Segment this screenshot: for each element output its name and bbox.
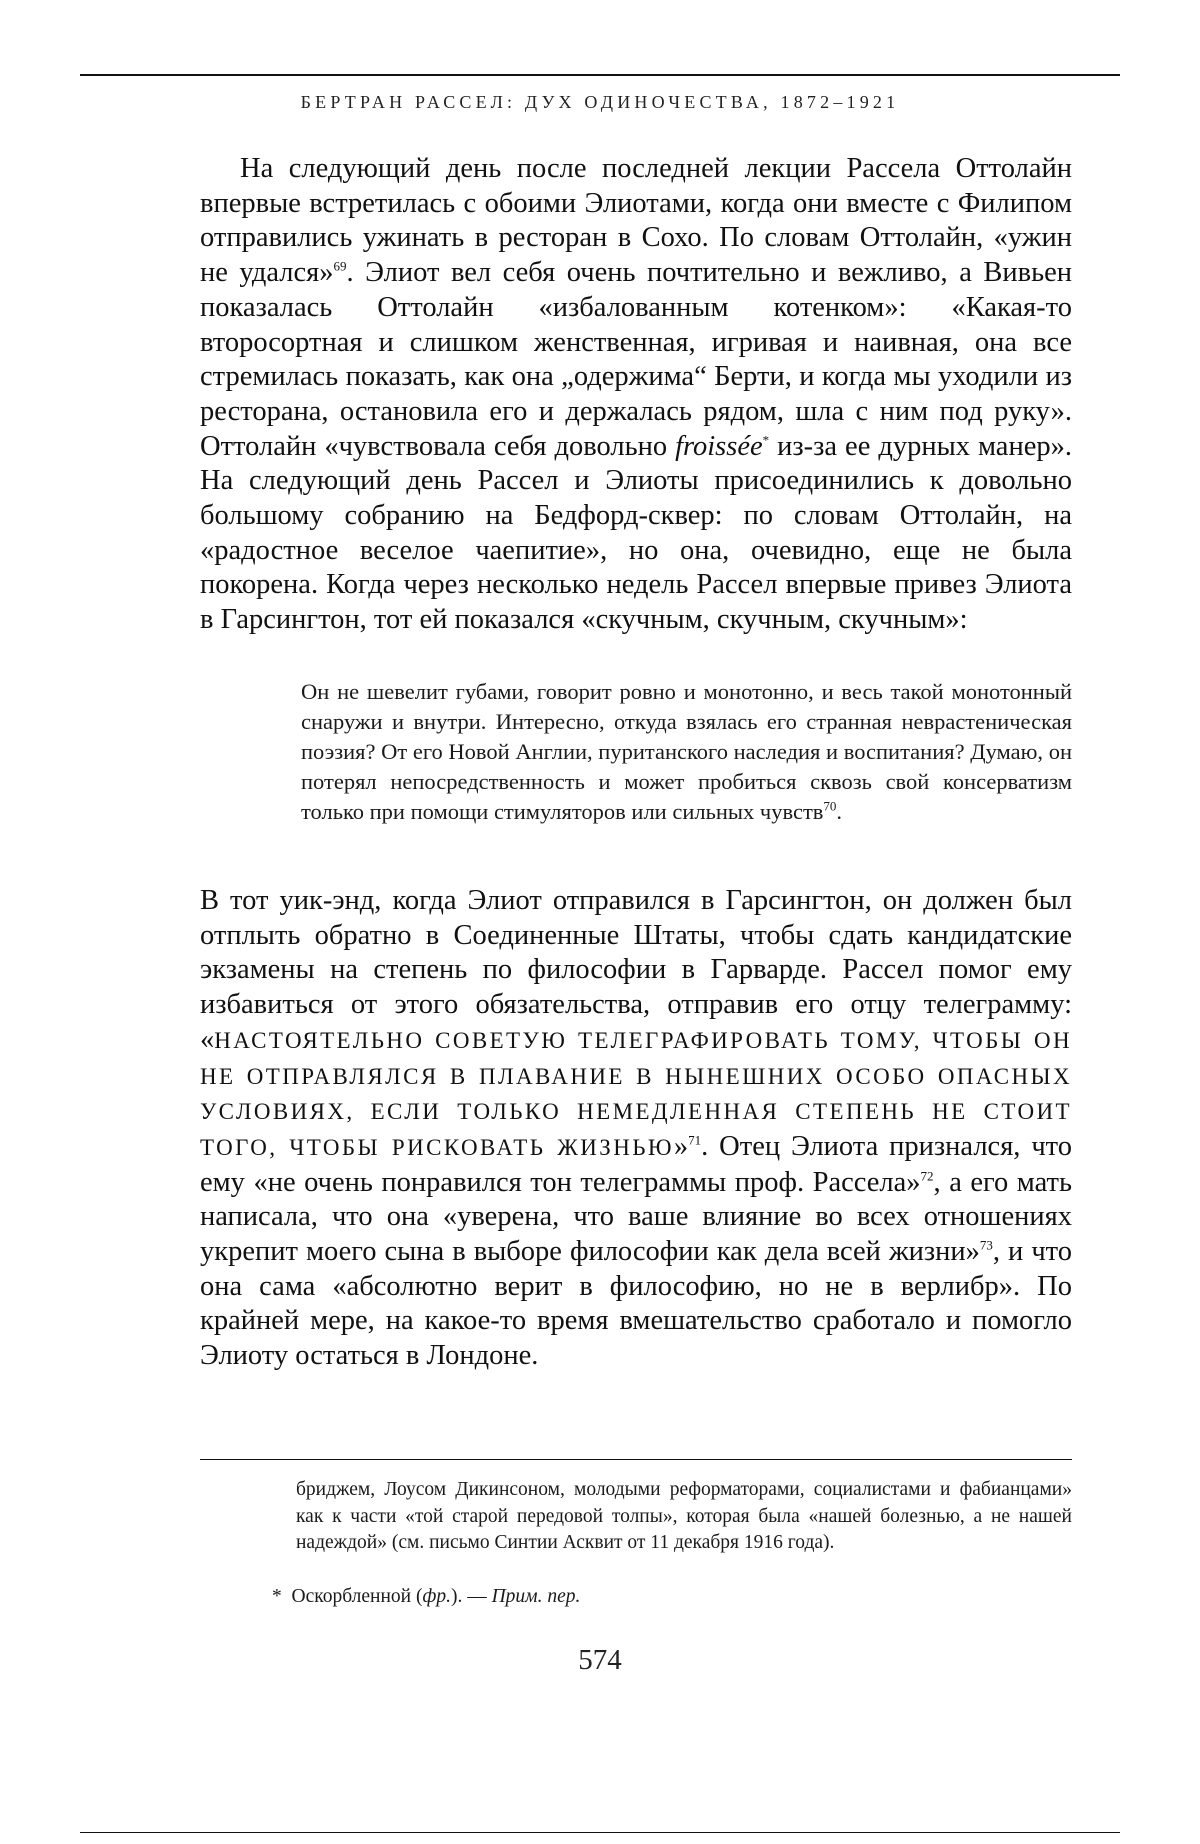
para1-text-c: из-за ее дурных манер». На следующий день Рассел и Элиоты присоединились к довольно большому собранию на Бедфорд-сквер: по словам Оттолайн, на «радостное веселое чаепитие», но она, очевидно, еще не была покорена. Когда через несколько недель Рассел впервые привез Элиота в Гарсингтон, тот ей показался «скучным, скучным, скучным»: — [200, 430, 1072, 636]
quote-end: . — [836, 799, 843, 824]
quote-text: Он не шевелит губами, говорит ровно и монотонно, и весь такой монотонный снаружи и внутри. Интересно, откуда взялась его странная неврастеническая поэзия? От его Новой Англии, пуританского наследия и воспитания? Думаю, он потерял непосредственность и может пробиться сквозь свой консерватизм только при помощи стимуляторов или сильных чувств — [301, 679, 1072, 824]
footnote-continuation: бриджем, Лоусом Дикинсоном, молодыми реформаторами, социалистами и фабианцами» как к части «той старой передовой толпы», которая была «нашей болезнью, а не нашей надеждой» (см. письмо Синтии Асквит от 11 декабря 1916 года). — [296, 1479, 1072, 1553]
para2-text-a: В тот уик-энд, когда Элиот отправился в Гарсингтон, он должен был отплыть обратно в Соединенные Штаты, чтобы сдать кандидатские экзамены на степень по философии в Гарварде. Рассел помог ему избавиться от этого обязательства, отправив его отцу телеграмму: « — [200, 885, 1072, 1055]
footnote-star-ref: * — [762, 432, 770, 448]
para2-text-d: , а его мать написала, что она «уверена, что ваше влияние во всех отношениях укрепит моего сына в выборе философии как дела всей жизни» — [200, 1166, 1073, 1268]
telegram-text: НАСТОЯТЕЛЬНО СОВЕТУЮ ТЕЛЕГРАФИРОВАТЬ ТОМУ, ЧТОБЫ ОН НЕ ОТПРАВЛЯЛСЯ В ПЛАВАНИЕ В НЫНЕШНИХ ОСОБО ОПАСНЫХ УСЛОВИЯХ, ЕСЛИ ТОЛЬКО НЕМЕДЛЕННАЯ СТЕПЕНЬ НЕ СТОИТ ТОГО, ЧТОБЫ РИСКОВАТЬ ЖИЗНЬЮ — [200, 1027, 1072, 1160]
para2-text-b: » — [673, 1130, 689, 1162]
note-ref-69: 69 — [333, 258, 347, 274]
para1-text-a: На следующий день после последней лекции Рассела Оттолайн впервые встретилась с обоими Элиотами, когда они вместе с Филипом отправились ужинать в ресторан в Сохо. По словам Оттолайн, «ужин не удался» — [200, 153, 1072, 289]
note-ref-71: 71 — [688, 1132, 702, 1148]
running-head: БЕРТРАН РАССЕЛ: ДУХ ОДИНОЧЕСТВА, 1872–1921 — [300, 92, 900, 112]
note-ref-70: 70 — [823, 798, 837, 814]
para2-text-c: . Отец Элиота признался, что ему «не очень понравился тон телеграммы проф. Рассела» — [200, 1130, 1072, 1198]
footnote-star-mid: ). — — [450, 1586, 492, 1607]
bottom-rule — [80, 1832, 1120, 1833]
note-ref-72: 72 — [920, 1168, 934, 1184]
top-rule — [80, 74, 1120, 76]
para2-text-e: , и что она сама «абсолютно верит в философию, но не в верлибр». По крайней мере, на какое-то время вмешательство сработало и помогло Элиоту остаться в Лондоне. — [200, 1236, 1072, 1372]
footnote-rule — [200, 1459, 1072, 1460]
body-paragraph-2 — [200, 884, 1072, 1374]
footnote-star-lang: фр. — [422, 1586, 451, 1607]
block-quote — [301, 677, 1072, 827]
note-ref-73: 73 — [979, 1237, 993, 1253]
para1-text-b: . Элиот вел себя очень почтительно и вежливо, а Вивьен показалась Оттолайн «избалованным котенком»: «Какая-то второсортная и слишком женственная, игривая и наивная, она все стремилась показать, как она „одержима“ Берти, и когда мы уходили из ресторана, остановила его и держалась рядом, шла с ним под руку». Оттолайн «чувствовала себя довольно — [200, 257, 1072, 462]
footnote-star-note: Прим. пер. — [491, 1586, 581, 1607]
footnote-star — [272, 1584, 1072, 1610]
italic-froissee: froissée — [675, 430, 763, 462]
footnote-star-marker: * — [272, 1586, 282, 1607]
footnote-star-text: Оскорбленной ( — [291, 1586, 423, 1607]
body-paragraph-1 — [200, 152, 1072, 638]
page-number: 574 — [578, 1644, 622, 1676]
